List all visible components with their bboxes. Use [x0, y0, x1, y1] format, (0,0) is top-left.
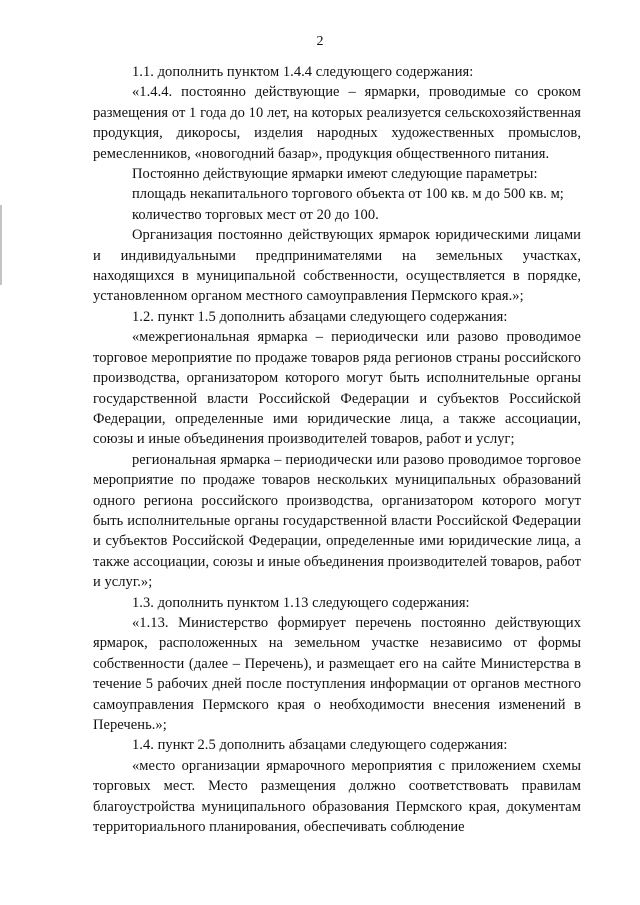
paragraph-parameters: Постоянно действующие ярмарки имеют следующие параметры: [132, 166, 538, 183]
paragraph-regional-fair: региональная ярмарка – периодически или разово проводимое торговое мероприятие по продаже товаров нескольких муниципальных образований одного региона российского производства, организатором которого могут быть исполнительные органы государственной власти Российской Федерации и субъектов Российской Федерации, определенные ими юридические лица, а также ассоциации, союзы и иные объединения производителей товаров, работ и услуг.»; [93, 451, 581, 591]
paragraph-1-2: 1.2. пункт 1.5 дополнить абзацами следующего содержания: [132, 308, 508, 325]
paragraph-1-4-4: «1.4.4. постоянно действующие – ярмарки, проводимые со сроком размещения от 1 года до 10 лет, на которых реализуется сельскохозяйственная продукция, дикоросы, изделия народных художественных промыслов, ремесленников, «новогодний базар», продукция общественного питания. [93, 84, 581, 162]
page-number: 2 [316, 34, 324, 49]
paragraph-area: площадь некапитального торгового объекта от 100 кв. м до 500 кв. м; [132, 186, 564, 203]
paragraph-interregional-fair: «межрегиональная ярмарка – периодически или разово проводимое торговое мероприятие по продаже товаров ряда регионов страны российского производства, организатором которого могут быть исполнительные органы государственной власти Российской Федерации и субъектов Российской Федерации, определенные ими юридические лица, а также ассоциации, союзы и иные объединения производителей товаров, работ и услуг; [93, 329, 581, 448]
paragraph-1-13: «1.13. Министерство формирует перечень постоянно действующих ярмарок, расположенных на земельном участке независимо от формы собственности (далее – Перечень), и размещает его на сайте Министерства в течение 5 рабочих дней после поступления информации от органов местного самоуправления Пермского края о необходимости внесения изменений в Перечень.»; [93, 614, 581, 733]
paragraph-1-4: 1.4. пункт 2.5 дополнить абзацами следующего содержания: [132, 737, 508, 754]
paragraph-1-1: 1.1. дополнить пунктом 1.4.4 следующего содержания: [132, 64, 474, 80]
paragraph-1-3: 1.3. дополнить пунктом 1.13 следующего содержания: [132, 594, 470, 611]
paragraph-organization: Организация постоянно действующих ярмарок юридическими лицами и индивидуальными предпринимателями на земельных участках, находящихся в муниципальной собственности, осуществляется в порядке, установленном органом местного самоуправления Пермского края.»; [93, 227, 581, 305]
document-body [93, 62, 581, 837]
scan-edge-mark [0, 205, 2, 285]
paragraph-places: количество торговых мест от 20 до 100. [132, 206, 379, 223]
paragraph-fair-location: «место организации ярмарочного мероприятия с приложением схемы торговых мест. Место размещения должно соответствовать правилам благоустройства муниципального образования Пермского края, документам территориального планирования, обеспечивать соблюдение [93, 757, 581, 836]
